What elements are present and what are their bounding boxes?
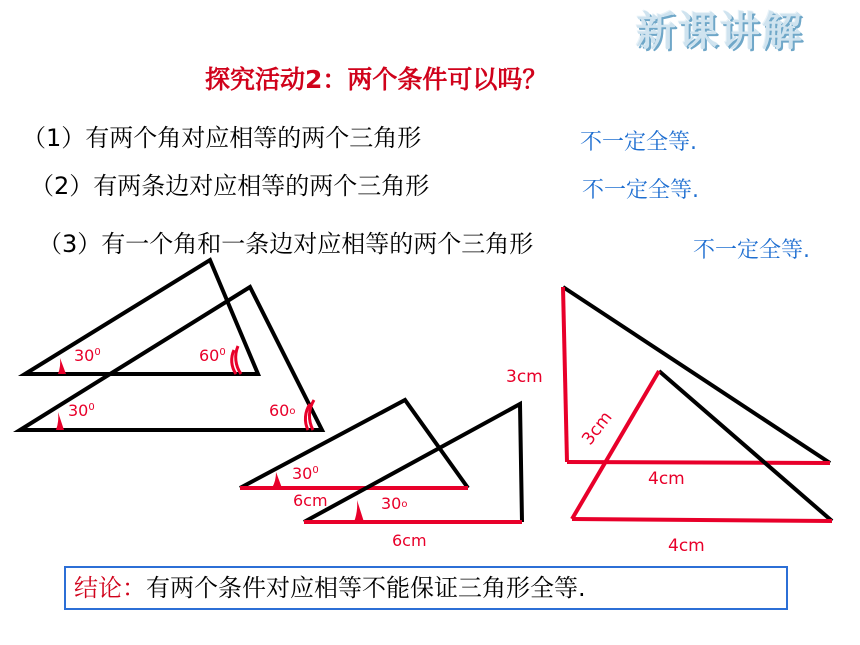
angle-label-4: 60o xyxy=(269,401,296,420)
angle-mark-bottom xyxy=(354,500,364,522)
question-1-label: （1）有两个角对应相等的两个三角形 xyxy=(22,124,422,152)
angle-label-1: $30^0$ xyxy=(74,346,101,365)
angle-label-3: $30^0$ xyxy=(68,401,95,420)
tri-a-left xyxy=(563,287,567,462)
question-2-label: （2）有两条边对应相等的两个三角形 xyxy=(30,172,430,200)
figure-two-sides xyxy=(506,287,832,556)
triangle-bottom-sides xyxy=(304,404,522,522)
conclusion-box xyxy=(64,566,788,610)
question-1-answer: 不一定全等. xyxy=(580,130,697,155)
question-2-answer: 不一定全等. xyxy=(582,178,699,203)
angle-mark-1 xyxy=(58,358,66,374)
angle-mark-3 xyxy=(56,412,64,430)
figure-two-angles xyxy=(20,260,322,430)
angle-label-2: $60^0$ xyxy=(199,346,226,365)
section-title: 新课讲解 xyxy=(636,9,804,55)
angle-mark-top xyxy=(272,472,282,488)
angle-bottom-label: 30o xyxy=(381,494,408,513)
side-a-slant-label: 3cm xyxy=(578,407,617,450)
side-a-left-label: 3cm xyxy=(506,367,543,387)
angle-top-label: $30^0$ xyxy=(292,464,319,483)
question-3-label: （3）有一个角和一条边对应相等的两个三角形 xyxy=(38,230,534,258)
activity-title: 探究活动2：两个条件可以吗？ xyxy=(205,65,548,94)
side-bottom-label: 6cm xyxy=(392,531,427,550)
figure-angle-side xyxy=(240,400,522,550)
side-b-inner-label: 4cm xyxy=(648,469,685,489)
side-b-outer-label: 4cm xyxy=(668,536,705,556)
tri-b-base xyxy=(572,519,832,521)
conclusion-lead: 结论： xyxy=(74,574,146,602)
question-3-answer: 不一定全等. xyxy=(693,238,810,263)
tri-b-left xyxy=(572,371,659,519)
side-top-label: 6cm xyxy=(293,491,328,510)
angle-mark-2b xyxy=(236,346,241,374)
conclusion-text: 有两个条件对应相等不能保证三角形全等. xyxy=(146,574,586,602)
